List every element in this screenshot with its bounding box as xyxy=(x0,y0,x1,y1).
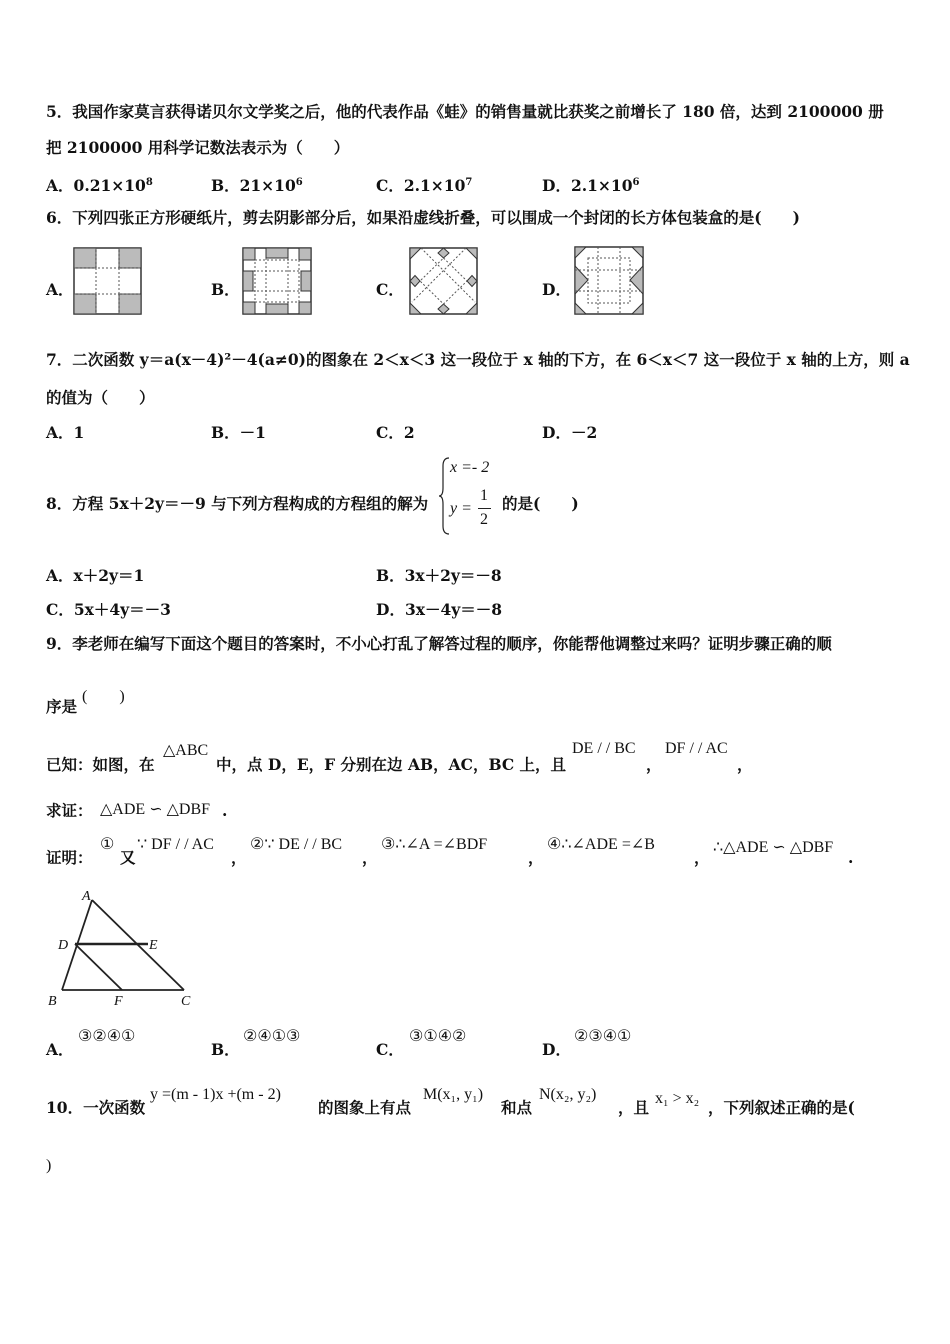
q7-option-c: C．2 xyxy=(376,423,415,442)
q9-figure-label-a: A xyxy=(82,889,91,904)
q9-option-c-value: ③①④② xyxy=(409,1028,467,1045)
q9-figure-label-f: F xyxy=(114,994,123,1009)
q9-option-b-value: ②④①③ xyxy=(243,1028,301,1045)
q5-option-c: C．$2.1\times 10^7$ xyxy=(376,176,473,196)
q6-figure-d xyxy=(574,246,644,315)
q9-option-a-label: A． xyxy=(46,1040,74,1059)
q9-option-a-value: ③②④① xyxy=(78,1028,136,1045)
q7-option-d: D．－2 xyxy=(542,423,598,442)
q10-function: y =(m - 1)x +(m - 2) xyxy=(150,1086,281,1103)
q9-step1-you: 又 xyxy=(120,848,136,867)
q6-label-d: D． xyxy=(542,280,571,299)
q6-figure-b xyxy=(242,247,312,315)
q9-option-c-label: C． xyxy=(376,1040,404,1059)
q6-figure-c xyxy=(409,247,478,315)
q8-option-b: B．3x＋2y＝－8 xyxy=(376,566,502,585)
q10-mid2: 和点 xyxy=(501,1098,533,1117)
q8-option-c: C．5x＋4y＝－3 xyxy=(46,600,171,619)
q9-comma-5: ， xyxy=(528,848,544,867)
q9-figure-label-b: B xyxy=(48,994,57,1009)
q7-stem-line1: 7．二次函数 y＝a(x－4)²－4(a≠0)的图象在 2＜x＜3 这一段位于 x 轴的下方，在 6＜x＜7 这一段位于 x 轴的上方，则 a xyxy=(46,350,910,369)
q9-comma-1: ， xyxy=(646,755,662,774)
q5-option-d: D．$2.1\times 10^6$ xyxy=(542,176,640,196)
q9-prove-label: 求证： xyxy=(46,801,93,820)
q7-option-a: A．1 xyxy=(46,423,85,442)
q8-option-d: D．3x－4y＝－8 xyxy=(376,600,503,619)
q8-frac-num: 1 xyxy=(480,487,488,504)
q9-option-d-label: D． xyxy=(542,1040,571,1059)
q6-label-b: B． xyxy=(211,280,240,299)
q6-label-a: A． xyxy=(46,280,74,299)
q6-figure-a xyxy=(73,247,142,315)
q5-stem-line2: 把 2100000 用科学记数法表示为（ ） xyxy=(46,138,350,157)
q8-system-y: y = xyxy=(450,500,472,517)
q9-prove-expr: △ADE ∽ △DBF xyxy=(100,801,211,818)
q6-stem: 6．下列四张正方形硬纸片，剪去阴影部分后，如果沿虚线折叠，可以围成一个封闭的长方体包装盒的是( ) xyxy=(46,208,800,227)
q8-frac-den: 2 xyxy=(480,511,488,528)
q10-point-n: N(x₂, y₂) xyxy=(539,1086,597,1103)
q9-step3: ③∴∠A =∠BDF xyxy=(381,836,488,853)
q9-known-label: 已知：如图，在 xyxy=(46,755,155,774)
q9-prove-period: . xyxy=(222,801,228,820)
q9-comma-2: ， xyxy=(737,755,753,774)
q9-known-mid: 中，点 D，E，F 分别在边 AB，AC，BC 上，且 xyxy=(216,755,567,774)
q9-conclusion: ∴△ADE ∽ △DBF xyxy=(713,839,834,856)
q9-step1: ∵ DF / / AC xyxy=(137,836,214,853)
q9-triangle-abc: △ABC xyxy=(163,742,209,759)
q9-step4: ④∴∠ADE =∠B xyxy=(547,836,655,853)
q9-figure-label-c: C xyxy=(181,994,191,1009)
q9-figure-label-e: E xyxy=(149,938,158,953)
q9-triangle-figure xyxy=(44,886,204,1010)
q9-option-d-value: ②③④① xyxy=(574,1028,632,1045)
q8-frac-bar xyxy=(478,508,491,509)
q9-conclusion-period: . xyxy=(848,848,854,867)
q9-option-b-label: B． xyxy=(211,1040,240,1059)
q9-step1-num: ① xyxy=(100,836,115,853)
q9-comma-3: ， xyxy=(231,848,247,867)
q9-cond-de-bc: DE / / BC xyxy=(572,740,636,757)
q8-option-a: A．x＋2y＝1 xyxy=(46,566,145,585)
q9-answer-paren: ( ) xyxy=(82,688,125,705)
q9-comma-6: ， xyxy=(694,848,710,867)
q9-stem-line2: 序是 xyxy=(46,697,78,716)
q10-inequality: x₁ > x₂ xyxy=(655,1090,700,1107)
q9-stem-line1: 9．李老师在编写下面这个题目的答案时，不小心打乱了解答过程的顺序，你能帮他调整过来吗？证明步骤正确的顺 xyxy=(46,634,832,653)
q9-figure-label-d: D xyxy=(58,938,69,953)
q9-comma-4: ， xyxy=(362,848,378,867)
q5-option-a: A．$0.21\times 10^8$ xyxy=(46,176,153,196)
q9-proof-label: 证明： xyxy=(46,848,93,867)
q10-mid1: 的图象上有点 xyxy=(318,1098,412,1117)
q8-stem-after: 的是( ) xyxy=(502,494,579,513)
q7-option-b: B．－1 xyxy=(211,423,266,442)
q8-system-x: x =- 2 xyxy=(450,459,490,476)
q9-cond-df-ac: DF / / AC xyxy=(665,740,728,757)
q10-point-m: M(x₁, y₁) xyxy=(423,1086,484,1103)
q8-stem: 8．方程 5x＋2y＝－9 与下列方程构成的方程组的解为 xyxy=(46,494,429,513)
q10-close: ) xyxy=(46,1157,52,1174)
q10-mid3: ，且 xyxy=(618,1098,650,1117)
q7-stem-line2: 的值为（ ） xyxy=(46,388,155,407)
q5-option-b: B．$21\times 10^6$ xyxy=(211,176,303,196)
q10-lead: 10．一次函数 xyxy=(46,1098,146,1117)
q6-label-c: C． xyxy=(376,280,404,299)
q10-tail: ，下列叙述正确的是( xyxy=(708,1098,855,1117)
q5-stem-line1: 5．我国作家莫言获得诺贝尔文学奖之后，他的代表作品《蛙》的销售量就比获奖之前增长了 180 倍，达到 2100000 册 xyxy=(46,102,884,121)
q9-step2: ②∵ DE / / BC xyxy=(250,836,343,853)
